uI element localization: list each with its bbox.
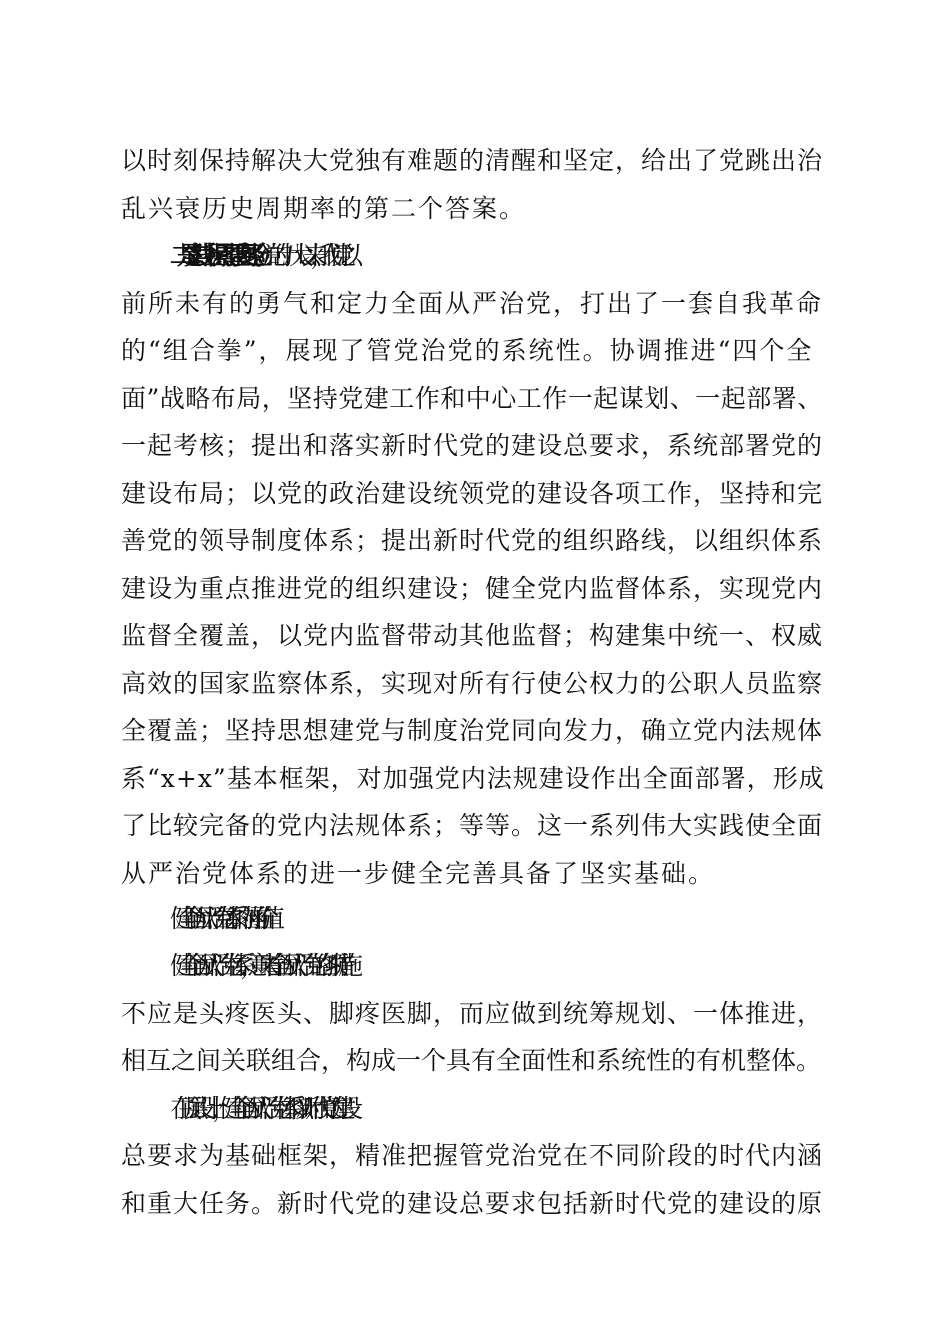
paragraph-2-line: 监督全覆盖，以党内监督带动其他监督；构建集中统一、权威 bbox=[121, 621, 824, 650]
paragraph-3-line: 不应是头疼医头、脚疼医脚，而应做到统筹规划、一体推进， bbox=[121, 999, 824, 1028]
paragraph-1-line-2: 乱兴衰历史周期率的第二个答案。 bbox=[121, 194, 527, 223]
paragraph-2-line: 的“组合拳”，展现了管党治党的系统性。协调推进“四个全 bbox=[121, 336, 814, 365]
paragraph-3-line: 相互之间关联组合，构成一个具有全面性和系统性的有机整体。 bbox=[121, 1046, 822, 1075]
paragraph-4-line: 在顶层设计上，健全全面从严治党体系以新时代党的建设 bbox=[170, 1094, 346, 1123]
paragraph-2-line: 建设布局；以党的政治建设统领党的建设各项工作，坚持和完 bbox=[121, 479, 824, 508]
paragraph-2-first-line-rest: 党的十八大以来，我们党以 bbox=[261, 241, 346, 270]
paragraph-4-line: 总要求为基础框架，精准把握管党治党在不同阶段的时代内涵 bbox=[121, 1141, 824, 1170]
paragraph-2-line: 善党的领导制度体系；提出新时代党的组织路线，以组织体系 bbox=[121, 526, 824, 555]
paragraph-2-line: 高效的国家监察体系，实现对所有行使公权力的公职人员监察 bbox=[121, 669, 824, 698]
section-heading: 健全全面从严治党体系的内涵与价值 bbox=[170, 904, 267, 933]
paragraph-2-lead: 二是实践上积累了重要经验。 bbox=[170, 241, 262, 270]
paragraph-2-line: 前所未有的勇气和定力全面从严治党，打出了一套自我革命 bbox=[121, 289, 824, 318]
paragraph-2-first-line bbox=[170, 236, 880, 276]
paragraph-2-line: 从严治党体系的进一步健全完善具备了坚实基础。 bbox=[121, 859, 716, 888]
paragraph-3-line: 健全全面从严治党体系，意味着全面从严治党的各项措施 bbox=[170, 951, 346, 980]
paragraph-2-line: 建设为重点推进党的组织建设；健全党内监督体系，实现党内 bbox=[121, 574, 824, 603]
paragraph-2-line: 全覆盖；坚持思想建党与制度治党同向发力，确立党内法规体 bbox=[121, 716, 824, 745]
paragraph-4-line: 和重大任务。新时代党的建设总要求包括新时代党的建设的原 bbox=[121, 1189, 824, 1218]
paragraph-2-line: 面”战略布局，坚持党建工作和中心工作一起谋划、一起部署、 bbox=[121, 384, 823, 413]
paragraph-2-line: 了比较完备的党内法规体系；等等。这一系列伟大实践使全面 bbox=[121, 811, 824, 840]
paragraph-1-line-1: 以时刻保持解决大党独有难题的清醒和坚定，给出了党跳出治 bbox=[121, 146, 824, 175]
paragraph-2-line: 系“x+x”基本框架，对加强党内法规建设作出全面部署，形成 bbox=[121, 764, 825, 793]
paragraph-2-line: 一起考核；提出和落实新时代党的建设总要求，系统部署党的 bbox=[121, 431, 824, 460]
